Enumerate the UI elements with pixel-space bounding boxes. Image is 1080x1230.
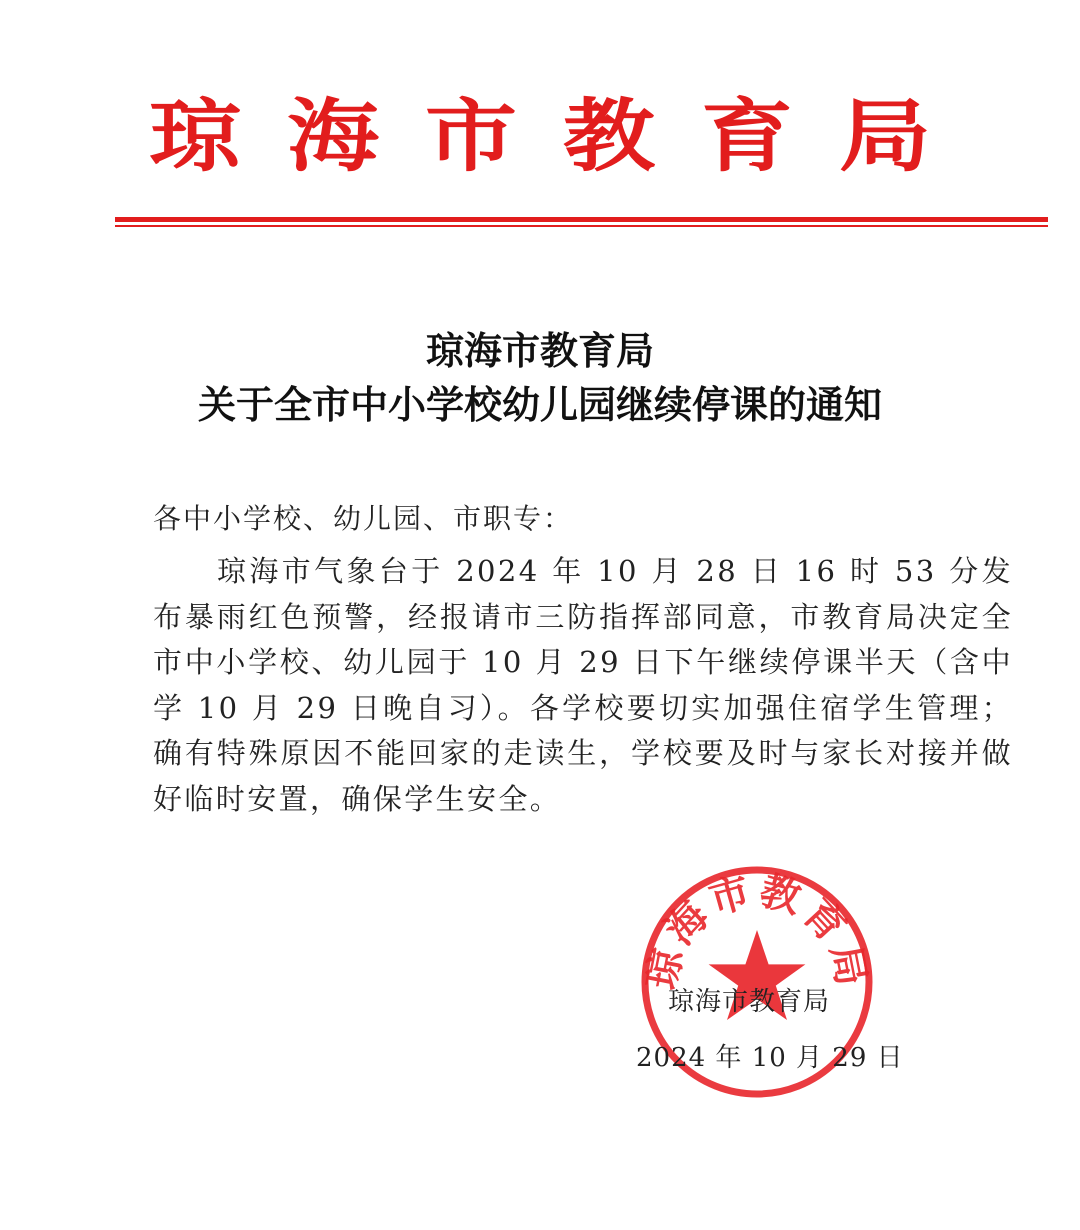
- signature-date: 2024 年 10 月 29 日: [636, 1043, 904, 1073]
- salutation: 各中小学校、幼儿园、市职专：: [153, 502, 574, 535]
- letterhead-rule-thick: [115, 217, 1048, 222]
- document-title-line-2: 关于全市中小学校幼儿园继续停课的通知: [197, 382, 882, 427]
- signature-org: 琼海市教育局: [668, 987, 831, 1017]
- notice-body: 琼海市气象台于 2024 年 10 月 28 日 16 时 53 分发布暴雨红色预警，经报请市三防指挥部同意，市教育局决定全市中小学校、幼儿园于 10 月 29 日下午继续停课半天（含中学 10 月 29 日晚自习）。各学校要切实加强住宿学生管理；确有特殊原因不能回家的走读生，学校要及时与家长对接并做好临时安置，确保学生安全。: [153, 554, 1013, 816]
- seal-text: 琼海市教育局: [638, 867, 876, 994]
- letterhead-rule-thin: [115, 225, 1048, 227]
- document-title-line-1: 琼海市教育局: [425, 328, 654, 373]
- letterhead-title: 琼海市教育局: [148, 90, 977, 183]
